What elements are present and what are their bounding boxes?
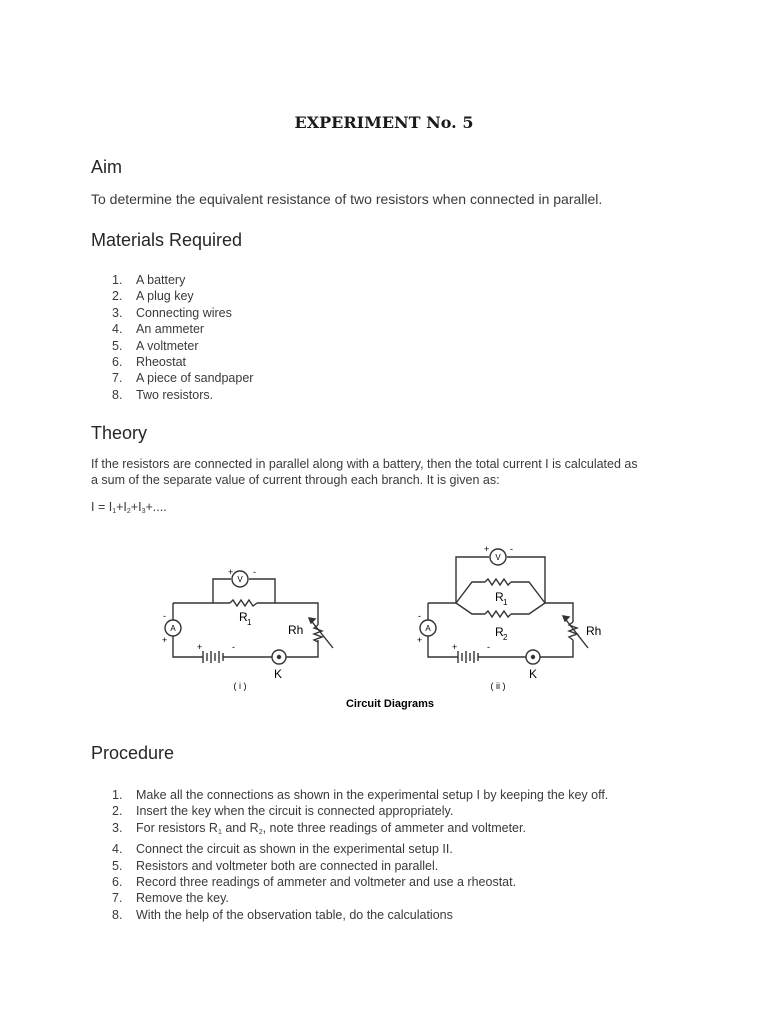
plus-sign: +	[228, 567, 234, 577]
ammeter-label-1: A	[170, 624, 176, 633]
minus-sign: -	[510, 544, 513, 554]
diagram-caption: Circuit Diagrams	[345, 698, 435, 710]
materials-heading: Materials Required	[91, 230, 243, 250]
list-item: 1. Make all the connections as shown in the experimental setup I by keeping the key off.	[112, 788, 609, 802]
resistor-r1-label-2: R	[495, 590, 504, 604]
key-label-2: K	[529, 667, 538, 681]
list-item: 4. An ammeter	[112, 322, 205, 337]
resistor-r2-label: R	[495, 625, 504, 639]
aim-heading: Aim	[91, 157, 122, 177]
list-item: 2. A plug key	[112, 289, 194, 304]
resistor-r1-subscript-2: 1	[503, 598, 508, 607]
key-label-1: K	[274, 667, 283, 681]
minus-sign: -	[418, 611, 421, 621]
list-item: 1. A battery	[112, 273, 186, 287]
minus-sign: -	[163, 611, 166, 621]
circuit-1-label: ( i )	[233, 681, 247, 691]
procedure-list	[112, 787, 608, 923]
list-item: 6. Rheostat	[112, 355, 187, 370]
list-item: 3. For resistors $R_1$ and $R_2$, note three readings of ammeter and voltmeter.	[112, 820, 526, 836]
rheostat-label-1: Rh	[288, 623, 304, 637]
ammeter-label-2: A	[425, 624, 431, 633]
list-item: 8. With the help of the observation table, do the calculations	[112, 907, 453, 922]
resistor-r1-subscript: 1	[247, 618, 252, 627]
list-item: 6. Record three readings of ammeter and voltmeter and use a rheostat.	[112, 875, 517, 890]
list-item: 5. Resistors and voltmeter both are connected in parallel.	[112, 858, 439, 873]
experiment-title: EXPERIMENT No. 5	[294, 113, 474, 132]
theory-heading: Theory	[91, 423, 148, 443]
minus-sign: -	[487, 642, 490, 652]
current-formula: $I = I_1+I_2+I_3+$....	[91, 500, 167, 515]
aim-text: To determine the equivalent resistance of two resistors when connected in parallel.	[91, 191, 603, 207]
list-item: 4. Connect the circuit as shown in the experimental setup II.	[112, 842, 453, 857]
list-item: 3. Connecting wires	[112, 305, 232, 320]
plus-sign: +	[197, 642, 203, 652]
theory-line-2: a sum of the separate value of current through each branch. It is given as:	[91, 473, 500, 487]
plus-sign: +	[162, 635, 168, 645]
minus-sign: -	[232, 642, 235, 652]
plus-sign: +	[484, 544, 490, 554]
list-item: 7. A piece of sandpaper	[112, 371, 254, 386]
voltmeter-label-2: V	[495, 553, 501, 562]
plus-sign: +	[417, 635, 423, 645]
list-item: 7. Remove the key.	[112, 891, 229, 906]
circuit-2-label: ( ii )	[490, 681, 506, 691]
list-item: 5. A voltmeter	[112, 338, 199, 353]
circuit-diagrams	[150, 538, 620, 716]
resistor-r2-subscript: 2	[503, 633, 508, 642]
rheostat-label-2: Rh	[586, 624, 602, 638]
voltmeter-label-1: V	[237, 575, 243, 584]
plus-sign: +	[452, 642, 458, 652]
resistor-r1-label: R	[239, 610, 248, 624]
materials-list	[112, 272, 253, 403]
theory-line-1: If the resistors are connected in parallel along with a battery, then the total current I is calculated as	[91, 457, 638, 471]
list-item: 8. Two resistors.	[112, 387, 214, 402]
minus-sign: -	[253, 567, 256, 577]
list-item: 2. Insert the key when the circuit is connected appropriately.	[112, 804, 454, 819]
procedure-heading: Procedure	[91, 743, 175, 763]
